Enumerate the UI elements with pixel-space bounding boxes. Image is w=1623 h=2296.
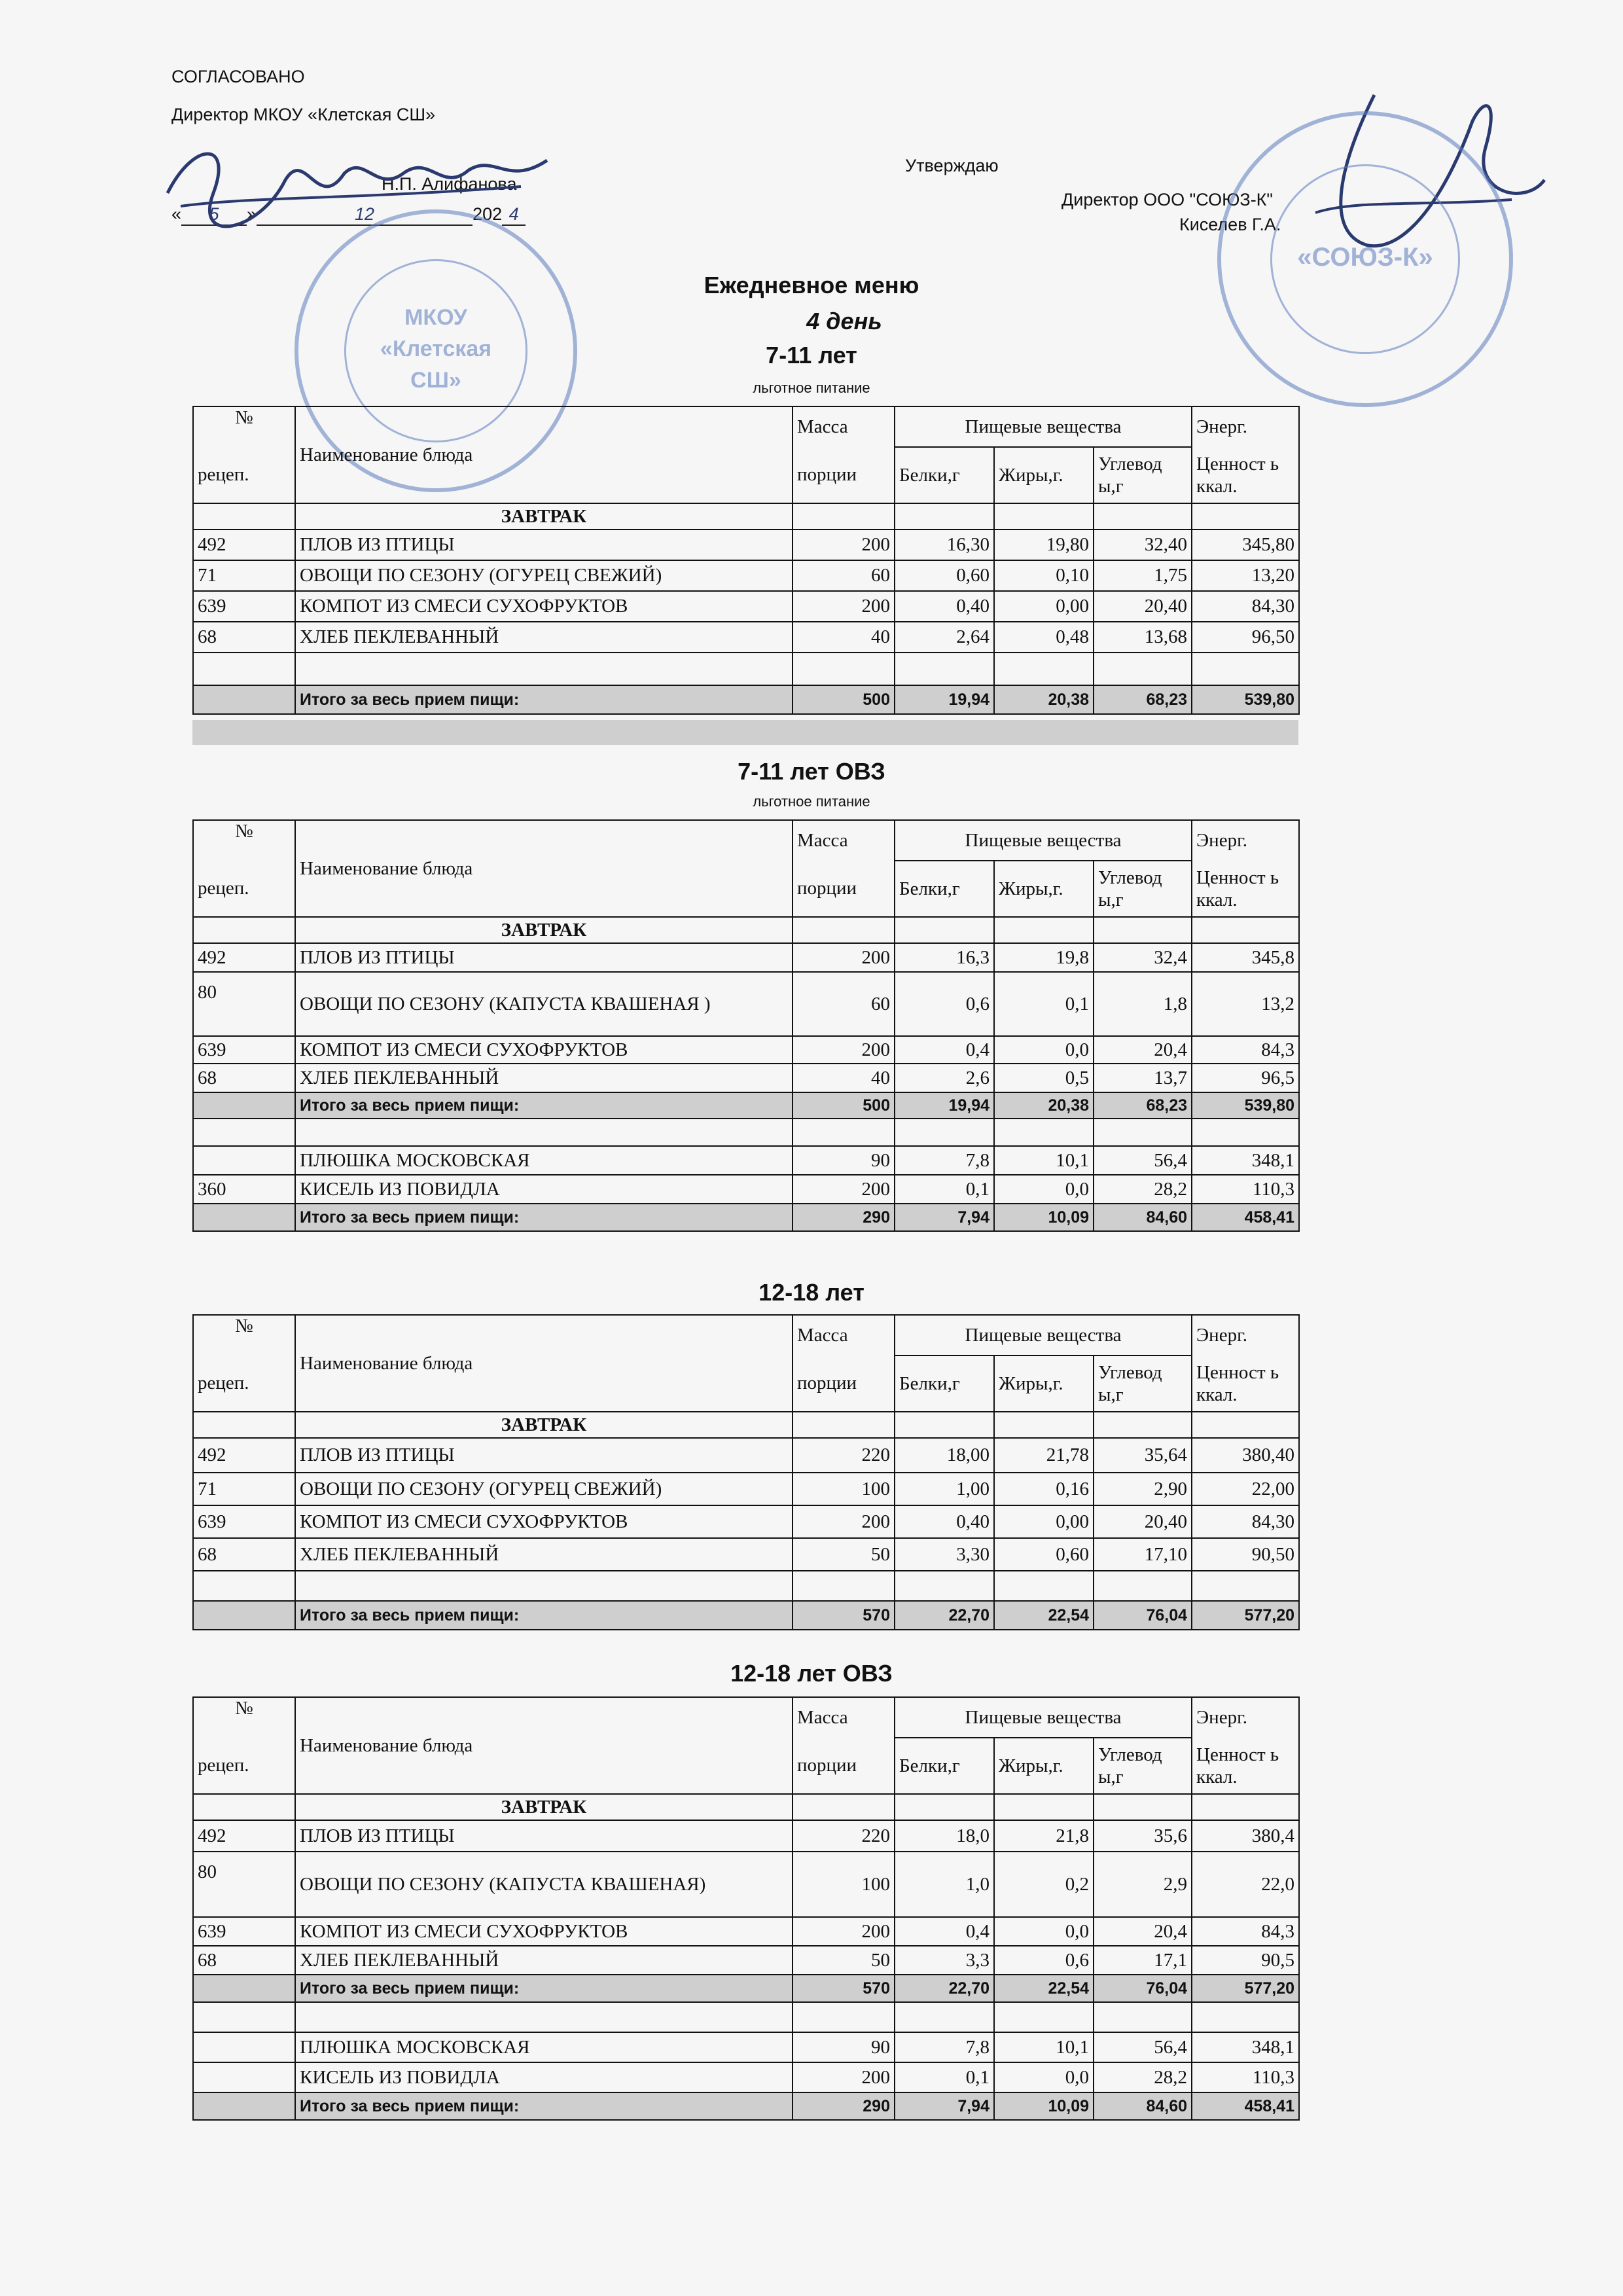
section-2-title: 7-11 лет ОВЗ	[738, 758, 885, 785]
table-row: 68 ХЛЕБ ПЕКЛЕВАННЫЙ 40 2,64 0,48 13,68 96,50	[193, 622, 1299, 653]
total-row: Итого за весь прием пищи: 570 22,70 22,54 76,04 577,20	[193, 1601, 1299, 1630]
stamp-left: МКОУ «Клетская СШ»	[294, 209, 577, 492]
quote-open: «	[171, 204, 182, 224]
th-energy: Энерг.	[1192, 1315, 1299, 1355]
menu-table-12-18	[192, 1314, 1300, 1630]
table-row: 80 ОВОЩИ ПО СЕЗОНУ (КАПУСТА КВАШЕНАЯ) 100 1,0 0,2 2,9 22,0	[193, 1852, 1299, 1917]
th-energy: Энерг.	[1192, 406, 1299, 447]
stamp-right: «СОЮЗ-К»	[1217, 111, 1513, 407]
signature-left	[154, 134, 560, 239]
th-fat: Жиры,г.	[994, 1355, 1094, 1412]
meal-breakfast: ЗАВТРАК	[295, 1794, 793, 1820]
th-fat: Жиры,г.	[994, 861, 1094, 917]
th-recipe: рецеп.	[193, 1738, 295, 1794]
th-name: Наименование блюда	[295, 406, 793, 503]
th-protein: Белки,г	[895, 447, 994, 503]
section-3-title: 12-18 лет	[758, 1279, 865, 1306]
table-row: 71 ОВОЩИ ПО СЕЗОНУ (ОГУРЕЦ СВЕЖИЙ) 100 1,00 0,16 2,90 22,00	[193, 1473, 1299, 1505]
table-row: ПЛЮШКА МОСКОВСКАЯ 90 7,8 10,1 56,4 348,1	[193, 2032, 1299, 2062]
table-row: 639 КОМПОТ ИЗ СМЕСИ СУХОФРУКТОВ 200 0,4 0,0 20,4 84,3	[193, 1917, 1299, 1946]
approve-role: Директор ООО "СОЮЗ-К"	[1061, 190, 1273, 209]
date-day: 5	[181, 204, 247, 226]
th-energy-value: Ценност ь ккал.	[1192, 1738, 1299, 1794]
section-1-subtitle: льготное питание	[753, 380, 870, 396]
th-nutrients: Пищевые вещества	[895, 1697, 1192, 1738]
th-nutrients: Пищевые вещества	[895, 1315, 1192, 1355]
th-energy-value: Ценност ь ккал.	[1192, 447, 1299, 503]
agreed-name: Н.П. Алифанова	[382, 174, 517, 194]
table-row: 68 ХЛЕБ ПЕКЛЕВАННЫЙ 50 3,3 0,6 17,1 90,5	[193, 1946, 1299, 1975]
th-protein: Белки,г	[895, 861, 994, 917]
agreed-role: Директор МКОУ «Клетская СШ»	[171, 105, 436, 124]
menu-table-7-11-ovz	[192, 819, 1300, 1232]
date-month: 12	[257, 204, 473, 226]
table-row: КИСЕЛЬ ИЗ ПОВИДЛА 200 0,1 0,0 28,2 110,3	[193, 2062, 1299, 2092]
th-mass-portion: порции	[793, 1355, 895, 1412]
th-mass-portion: порции	[793, 1738, 895, 1794]
total-row: Итого за весь прием пищи: 500 19,94 20,38 68,23 539,80	[193, 685, 1299, 714]
quote-close: »	[247, 204, 257, 224]
th-carbs: Углевод ы,г	[1094, 447, 1192, 503]
th-name: Наименование блюда	[295, 1697, 793, 1794]
th-mass-portion: порции	[793, 861, 895, 917]
table-row: 68 ХЛЕБ ПЕКЛЕВАННЫЙ 50 3,30 0,60 17,10 90,50	[193, 1538, 1299, 1571]
th-mass-portion: порции	[793, 447, 895, 503]
th-mass: Масса	[793, 1697, 895, 1738]
th-mass: Масса	[793, 1315, 895, 1355]
agreed-label: СОГЛАСОВАНО	[171, 67, 305, 86]
total-row: Итого за весь прием пищи: 500 19,94 20,38 68,23 539,80	[193, 1092, 1299, 1119]
doc-day: 4 день	[806, 308, 882, 334]
doc-title: Ежедневное меню	[704, 272, 919, 298]
th-energy: Энерг.	[1192, 820, 1299, 861]
section-4-title: 12-18 лет ОВЗ	[730, 1660, 893, 1687]
table-row: 639 КОМПОТ ИЗ СМЕСИ СУХОФРУКТОВ 200 0,4 0,0 20,4 84,3	[193, 1036, 1299, 1064]
th-no: №	[193, 406, 295, 447]
th-carbs: Углевод ы,г	[1094, 861, 1192, 917]
date-year-digit: 4	[502, 204, 526, 226]
total-row: Итого за весь прием пищи: 290 7,94 10,09 84,60 458,41	[193, 1204, 1299, 1231]
th-protein: Белки,г	[895, 1738, 994, 1794]
th-protein: Белки,г	[895, 1355, 994, 1412]
date-year: 202	[473, 204, 503, 224]
total-row: Итого за весь прием пищи: 290 7,94 10,09 84,60 458,41	[193, 2092, 1299, 2120]
th-nutrients: Пищевые вещества	[895, 406, 1192, 447]
table-row: 68 ХЛЕБ ПЕКЛЕВАННЫЙ 40 2,6 0,5 13,7 96,5	[193, 1064, 1299, 1092]
table-row: 492 ПЛОВ ИЗ ПТИЦЫ 200 16,30 19,80 32,40 345,80	[193, 529, 1299, 560]
th-recipe: рецеп.	[193, 447, 295, 503]
th-no: №	[193, 1697, 295, 1738]
approve-label: Утверждаю	[905, 156, 999, 175]
menu-table-7-11	[192, 406, 1300, 715]
table-row: 360 КИСЕЛЬ ИЗ ПОВИДЛА 200 0,1 0,0 28,2 110,3	[193, 1175, 1299, 1204]
meal-breakfast: ЗАВТРАК	[295, 917, 793, 943]
meal-breakfast: ЗАВТРАК	[295, 503, 793, 529]
th-recipe: рецеп.	[193, 1355, 295, 1412]
table-row: 492 ПЛОВ ИЗ ПТИЦЫ 200 16,3 19,8 32,4 345,8	[193, 943, 1299, 972]
th-no: №	[193, 1315, 295, 1355]
table-row: 71 ОВОЩИ ПО СЕЗОНУ (ОГУРЕЦ СВЕЖИЙ) 60 0,60 0,10 1,75 13,20	[193, 560, 1299, 591]
approve-name: Киселев Г.А.	[1179, 215, 1281, 234]
th-energy: Энерг.	[1192, 1697, 1299, 1738]
th-recipe: рецеп.	[193, 861, 295, 917]
th-carbs: Углевод ы,г	[1094, 1355, 1192, 1412]
section-divider	[192, 720, 1298, 745]
section-1-title: 7-11 лет	[766, 342, 857, 368]
meal-breakfast: ЗАВТРАК	[295, 1412, 793, 1438]
menu-table-12-18-ovz	[192, 1696, 1300, 2121]
th-mass: Масса	[793, 820, 895, 861]
th-energy-value: Ценност ь ккал.	[1192, 861, 1299, 917]
section-2-subtitle: льготное питание	[753, 793, 870, 810]
th-name: Наименование блюда	[295, 1315, 793, 1412]
th-carbs: Углевод ы,г	[1094, 1738, 1192, 1794]
th-no: №	[193, 820, 295, 861]
th-nutrients: Пищевые вещества	[895, 820, 1192, 861]
table-row: 492 ПЛОВ ИЗ ПТИЦЫ 220 18,0 21,8 35,6 380,4	[193, 1820, 1299, 1852]
table-row: 639 КОМПОТ ИЗ СМЕСИ СУХОФРУКТОВ 200 0,40 0,00 20,40 84,30	[193, 1505, 1299, 1538]
th-name: Наименование блюда	[295, 820, 793, 917]
table-row: 639 КОМПОТ ИЗ СМЕСИ СУХОФРУКТОВ 200 0,40 0,00 20,40 84,30	[193, 591, 1299, 622]
th-mass: Масса	[793, 406, 895, 447]
table-row: ПЛЮШКА МОСКОВСКАЯ 90 7,8 10,1 56,4 348,1	[193, 1146, 1299, 1175]
th-fat: Жиры,г.	[994, 1738, 1094, 1794]
total-row: Итого за весь прием пищи: 570 22,70 22,54 76,04 577,20	[193, 1975, 1299, 2002]
table-row: 80 ОВОЩИ ПО СЕЗОНУ (КАПУСТА КВАШЕНАЯ ) 60 0,6 0,1 1,8 13,2	[193, 972, 1299, 1036]
th-energy-value: Ценност ь ккал.	[1192, 1355, 1299, 1412]
table-row: 492 ПЛОВ ИЗ ПТИЦЫ 220 18,00 21,78 35,64 380,40	[193, 1438, 1299, 1473]
th-fat: Жиры,г.	[994, 447, 1094, 503]
